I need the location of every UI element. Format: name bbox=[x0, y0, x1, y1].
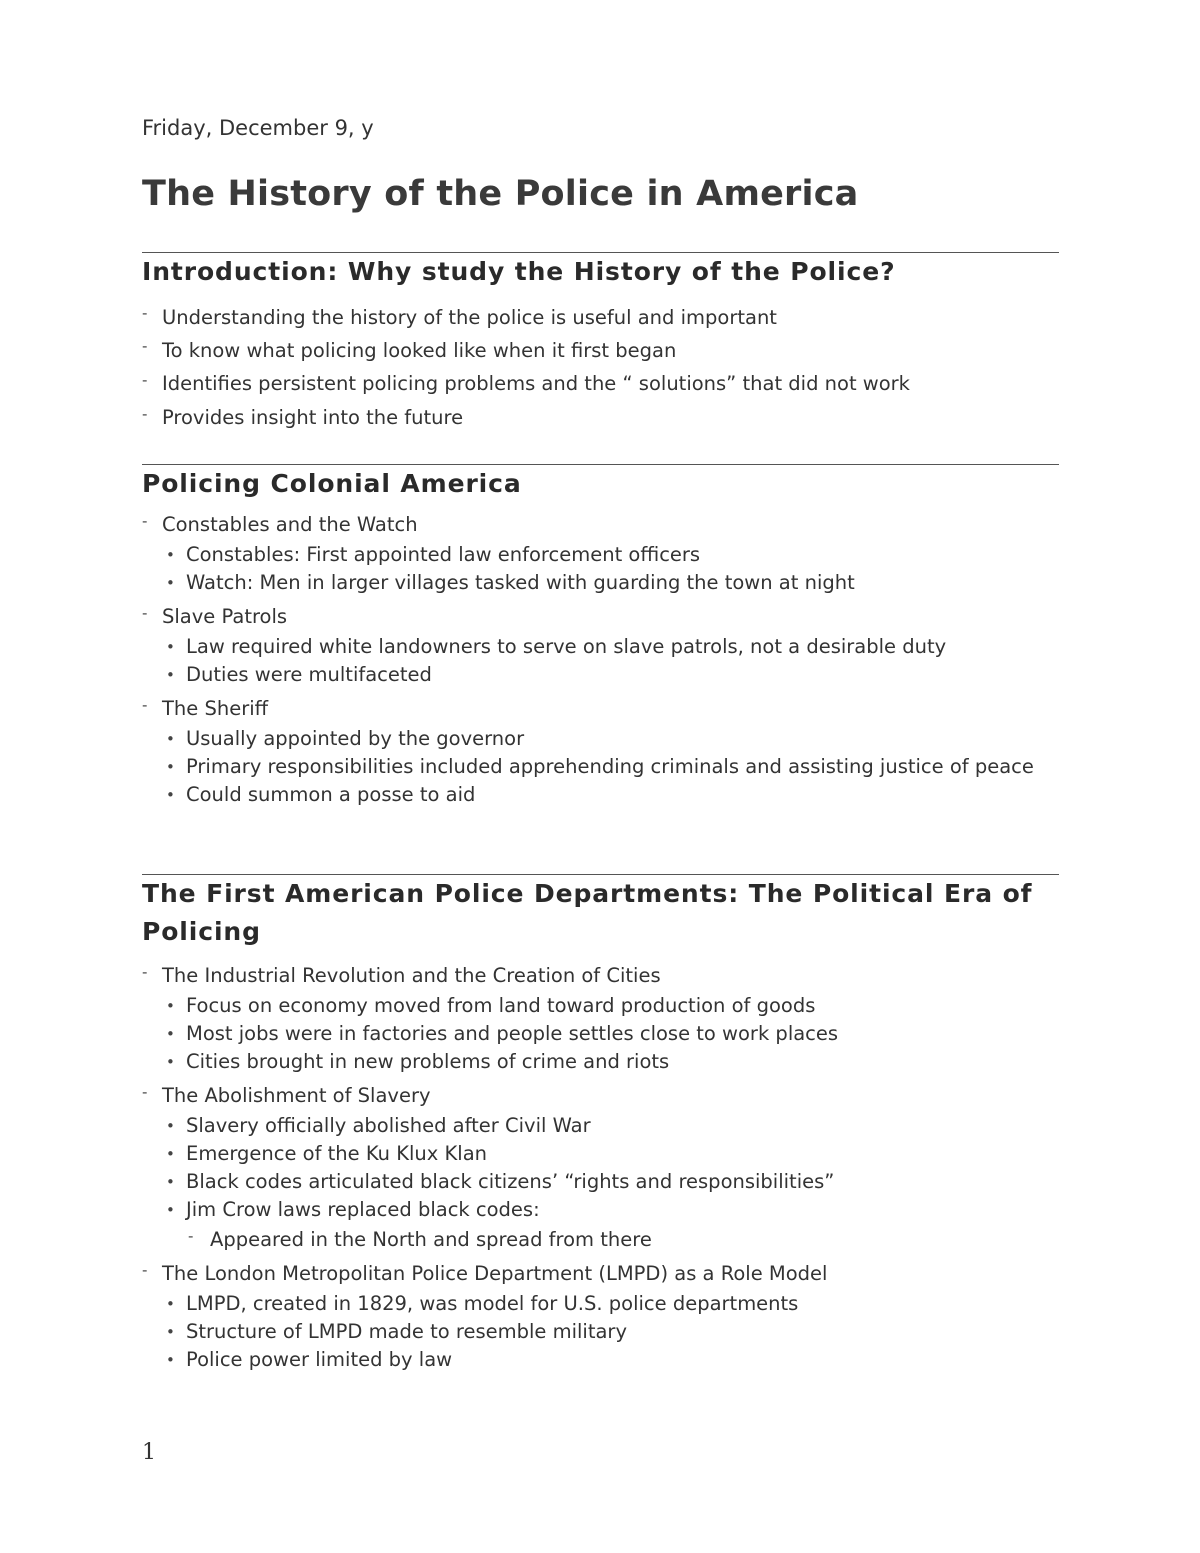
sub-list-item bbox=[142, 634, 1059, 660]
list-item-text: Provides insight into the future bbox=[162, 406, 464, 429]
sub-list-item bbox=[142, 542, 1059, 568]
sub-list-item bbox=[142, 1021, 1059, 1047]
bullet-marker: • bbox=[166, 758, 175, 776]
list-item bbox=[142, 1259, 1059, 1289]
list-item-text: The London Metropolitan Police Department (LMPD) as a Role Model bbox=[162, 1262, 828, 1285]
bullet-marker: • bbox=[166, 1145, 175, 1163]
page-date: Friday, December 9, y bbox=[142, 116, 374, 140]
list-item-text: Most jobs were in factories and people settles close to work places bbox=[186, 1022, 839, 1045]
section-first-police-departments bbox=[142, 874, 1059, 1375]
list-item-text: Jim Crow laws replaced black codes: bbox=[186, 1198, 540, 1221]
dash-marker: - bbox=[142, 1083, 148, 1101]
list-item bbox=[142, 334, 1059, 367]
document-title: The History of the Police in America bbox=[142, 174, 859, 214]
list-item-text: Watch: Men in larger villages tasked with guarding the town at night bbox=[186, 571, 855, 594]
bullet-marker: • bbox=[166, 1323, 175, 1341]
bullet-marker: • bbox=[166, 574, 175, 592]
list-item-text: Cities brought in new problems of crime and riots bbox=[186, 1050, 670, 1073]
list-item bbox=[142, 301, 1059, 334]
list-item-text: Law required white landowners to serve on slave patrols, not a desirable duty bbox=[186, 635, 947, 658]
dash-marker: - bbox=[142, 512, 148, 530]
bullet-list bbox=[142, 510, 1059, 808]
list-item bbox=[142, 510, 1059, 540]
bullet-marker: • bbox=[166, 1351, 175, 1369]
list-item-text: Slave Patrols bbox=[162, 605, 288, 628]
sub-list-item bbox=[142, 782, 1059, 808]
list-item-text: Police power limited by law bbox=[186, 1348, 453, 1371]
dash-marker: - bbox=[142, 696, 148, 714]
sub-list-item bbox=[142, 1169, 1059, 1195]
list-item bbox=[142, 367, 1059, 401]
list-item-text: Structure of LMPD made to resemble military bbox=[186, 1320, 627, 1343]
list-item-text: The Sheriff bbox=[162, 697, 269, 720]
dash-marker: - bbox=[142, 963, 148, 981]
bullet-marker: • bbox=[166, 1173, 175, 1191]
sub-list-item bbox=[142, 1197, 1059, 1223]
dash-marker: - bbox=[142, 304, 148, 322]
list-item-text: LMPD, created in 1829, was model for U.S. police departments bbox=[186, 1292, 799, 1315]
sub-list-item bbox=[142, 726, 1059, 752]
section-heading: The First American Police Departments: The Political Era of Policing bbox=[142, 879, 1033, 946]
list-item-text: Slavery officially abolished after Civil War bbox=[186, 1114, 591, 1137]
bullet-marker: • bbox=[166, 1295, 175, 1313]
sub-list-item bbox=[142, 754, 1066, 780]
list-item-text: Constables: First appointed law enforcement officers bbox=[186, 543, 701, 566]
bullet-marker: • bbox=[166, 666, 175, 684]
list-item-text: Duties were multifaceted bbox=[186, 663, 432, 686]
dash-marker: - bbox=[142, 1261, 148, 1279]
list-item-text: Appeared in the North and spread from there bbox=[210, 1228, 652, 1251]
section-heading: Introduction: Why study the History of the Police? bbox=[142, 257, 896, 286]
sub-list-item bbox=[142, 1347, 1059, 1373]
list-item-text: The Industrial Revolution and the Creation of Cities bbox=[162, 964, 661, 987]
bullet-list bbox=[142, 961, 1059, 1373]
bullet-marker: • bbox=[166, 1025, 175, 1043]
list-item-text: Focus on economy moved from land toward production of goods bbox=[186, 994, 816, 1017]
page-number: 1 bbox=[142, 1440, 156, 1465]
list-item-text: Emergence of the Ku Klux Klan bbox=[186, 1142, 488, 1165]
bullet-marker: • bbox=[166, 1117, 175, 1135]
bullet-marker: • bbox=[166, 730, 175, 748]
section-heading: Policing Colonial America bbox=[142, 469, 522, 498]
list-item-text: Could summon a posse to aid bbox=[186, 783, 476, 806]
list-item-text: Constables and the Watch bbox=[162, 513, 418, 536]
section-colonial-america bbox=[142, 464, 1059, 810]
list-item-text: Black codes articulated black citizens’ “rights and responsibilities” bbox=[186, 1170, 835, 1193]
list-item bbox=[142, 961, 1059, 991]
bullet-list bbox=[142, 301, 1059, 435]
bullet-marker: • bbox=[166, 546, 175, 564]
sub-list-item bbox=[142, 662, 1059, 688]
list-item bbox=[142, 401, 1059, 435]
bullet-marker: • bbox=[166, 1201, 175, 1219]
bullet-marker: • bbox=[166, 997, 175, 1015]
list-item-text: Primary responsibilities included apprehending criminals and assisting justice of peace bbox=[186, 755, 1034, 778]
sub-list-item bbox=[142, 1049, 1059, 1075]
list-item-text: Usually appointed by the governor bbox=[186, 727, 525, 750]
sub-list-item bbox=[142, 1291, 1059, 1317]
dash-marker: - bbox=[142, 405, 148, 423]
sub-sub-list-item bbox=[142, 1225, 1059, 1255]
sub-list-item bbox=[142, 570, 1059, 596]
list-item-text: The Abolishment of Slavery bbox=[162, 1084, 431, 1107]
sub-list-item bbox=[142, 1319, 1059, 1345]
sub-list-item bbox=[142, 1113, 1059, 1139]
list-item bbox=[142, 1081, 1059, 1111]
sub-list-item bbox=[142, 1141, 1059, 1167]
list-item bbox=[142, 602, 1059, 632]
dash-marker: - bbox=[188, 1227, 194, 1245]
bullet-marker: • bbox=[166, 786, 175, 804]
list-item-text: Identifies persistent policing problems and the “ solutions” that did not work bbox=[162, 372, 910, 395]
list-item bbox=[142, 694, 1059, 724]
dash-marker: - bbox=[142, 604, 148, 622]
sub-list-item bbox=[142, 993, 1059, 1019]
bullet-marker: • bbox=[166, 1053, 175, 1071]
bullet-marker: • bbox=[166, 638, 175, 656]
list-item-text: To know what policing looked like when it first began bbox=[162, 339, 677, 362]
dash-marker: - bbox=[142, 371, 148, 389]
list-item-text: Understanding the history of the police is useful and important bbox=[162, 306, 777, 329]
dash-marker: - bbox=[142, 337, 148, 355]
section-introduction bbox=[142, 252, 1059, 435]
